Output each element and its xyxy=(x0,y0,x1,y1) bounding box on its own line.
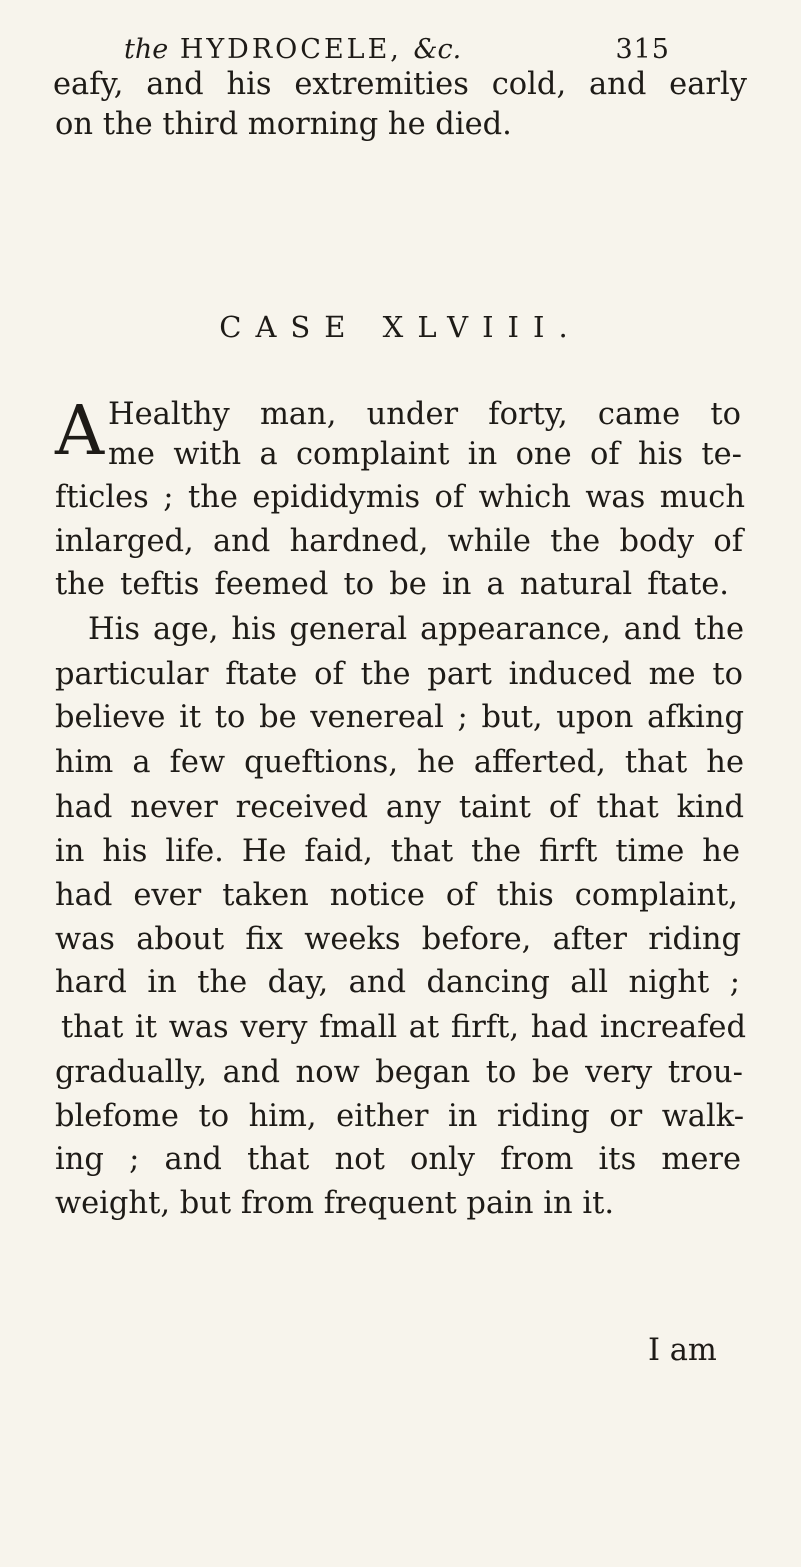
text-line: particular ftate of the part induced me to xyxy=(55,657,743,692)
text-line: ing ; and that not only from its mere xyxy=(55,1142,741,1177)
text-line: His age, his general appearance, and the xyxy=(88,612,744,647)
case-heading: CASE XLVIII. xyxy=(219,310,582,344)
text-line: in his life. He faid, that the firft time he xyxy=(55,834,740,869)
text-line: hard in the day, and dancing all night ; xyxy=(55,965,740,1000)
text-line: believe it to be venereal ; but, upon afking xyxy=(55,700,744,735)
text-line: eafy, and his extremities cold, and early xyxy=(53,67,747,102)
text-line: that it was very fmall at firft, had increafed xyxy=(61,1010,746,1045)
drop-capital: A xyxy=(55,392,105,471)
text-line: inlarged, and hardned, while the body of xyxy=(55,524,743,559)
running-head xyxy=(124,34,461,65)
text-line: me with a complaint in one of his te- xyxy=(108,437,742,472)
text-line: had never received any taint of that kind xyxy=(55,790,744,825)
text-line: the teftis feemed to be in a natural ftate. xyxy=(55,567,729,602)
text-line: weight, but from frequent pain in it. xyxy=(55,1186,615,1221)
text-line: blefome to him, either in riding or walk- xyxy=(55,1099,744,1134)
running-head-suffix: &c. xyxy=(413,34,462,65)
running-head-title: HYDROCELE, xyxy=(179,34,402,65)
text-line: on the third morning he died. xyxy=(55,107,512,142)
text-line: was about fix weeks before, after riding xyxy=(55,922,741,957)
running-head-prefix: the xyxy=(124,34,169,65)
text-line: him a few queftions, he afferted, that he xyxy=(55,745,744,780)
text-line: gradually, and now began to be very trou- xyxy=(55,1055,743,1090)
catchword: I am xyxy=(648,1333,717,1368)
text-line: fticles ; the epididymis of which was much xyxy=(55,480,745,515)
text-line: had ever taken notice of this complaint, xyxy=(55,878,738,913)
text-line: Healthy man, under forty, came to xyxy=(108,397,741,432)
page-number: 315 xyxy=(615,34,670,65)
